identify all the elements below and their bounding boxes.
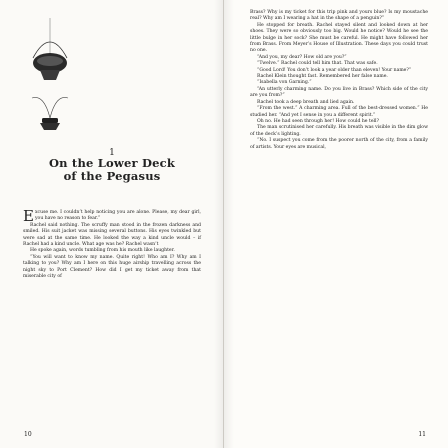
paragraph: xcuse me. I couldn’t help noticing you are alone. Please, my dear girl, you have no reason to fear.”: [34, 210, 201, 222]
left-page-text: [23, 207, 201, 280]
right-page-text: [250, 10, 428, 151]
chapter-title-line-1: On the Lower Deck: [48, 156, 176, 170]
paragraph: “Twelve.” Rachel could tell him that. That was safe.: [257, 61, 378, 67]
paragraph: “Good Lord! You don’t look a year older than eleven! Your name?”: [257, 67, 412, 73]
paragraph: “An utterly charming name. Do you live in Brass? Which side of the city are you from?”: [250, 86, 428, 99]
page-number-right: 11: [418, 431, 426, 438]
paragraph: “From the west.” A charming area. Full of the best-dressed women.” He studied her. “And yet I sense in you a different spirit.”: [250, 106, 428, 118]
drop-cap: E: [23, 207, 34, 225]
paragraph: “You will want to know my name. Quite right! Who am I? Why am I talking to you? Why am I here on this huge airship travelling across the night sky to Port Clement? How did I get my ticket away from that miserable city of: [23, 254, 201, 280]
paragraph: He stopped for breath. Rachel stayed silent and looked down at her shoes. They were so obviously too big. Would he notice? Would he see the little bulge in her sock? She must be careful. He might have followed her from Brass. From Meyer’s House of Illustration. These days you could trust no one.: [250, 22, 428, 54]
paragraph: Brass? Why is my ticket for this trip pink and yours blue? Is my moustache real? Why am I wearing a hat in the shape of a penguin?”: [250, 10, 428, 22]
paragraph: Rachel said nothing. The scruffy man stood in the frozen darkness and smiled. His suit jacket was missing several buttons. His eyes twinkled but were sad at the same time. He looked the way a kind uncle would – if Rachel had a kind uncle. What age was he? Rachel wasn’t: [23, 222, 201, 248]
page-number-left: 10: [24, 431, 32, 438]
chapter-title-line-2: of the Pegasus: [63, 169, 161, 183]
right-page: [224, 0, 448, 448]
paragraph: Rachel took a deep breath and lied again.: [257, 99, 355, 105]
chapter-number: 1: [109, 148, 115, 158]
airship-illustration-icon: [30, 18, 70, 138]
paragraph: Oh no. He had seen through her! How could he tell?: [257, 118, 379, 124]
paragraph: He spoke again, words tumbling from his mouth like laughter.: [30, 248, 175, 254]
chapter-title: [0, 157, 224, 183]
paragraph: “No. I suspect you come from the poorer north of the city, from a family of artists. Your eyes are musical,: [250, 138, 428, 150]
paragraph: “And you, my dear? How old are you?”: [257, 54, 347, 60]
paragraph: “Isabella von Garning.”: [257, 80, 312, 86]
paragraph: The man scrutinised her carefully. His breath was visible in the dim glow of the deck’s lighting.: [250, 125, 428, 137]
opening-paragraph: [23, 207, 201, 225]
paragraph: Rachel Klein thought fast. Remembered her false name.: [257, 74, 388, 80]
